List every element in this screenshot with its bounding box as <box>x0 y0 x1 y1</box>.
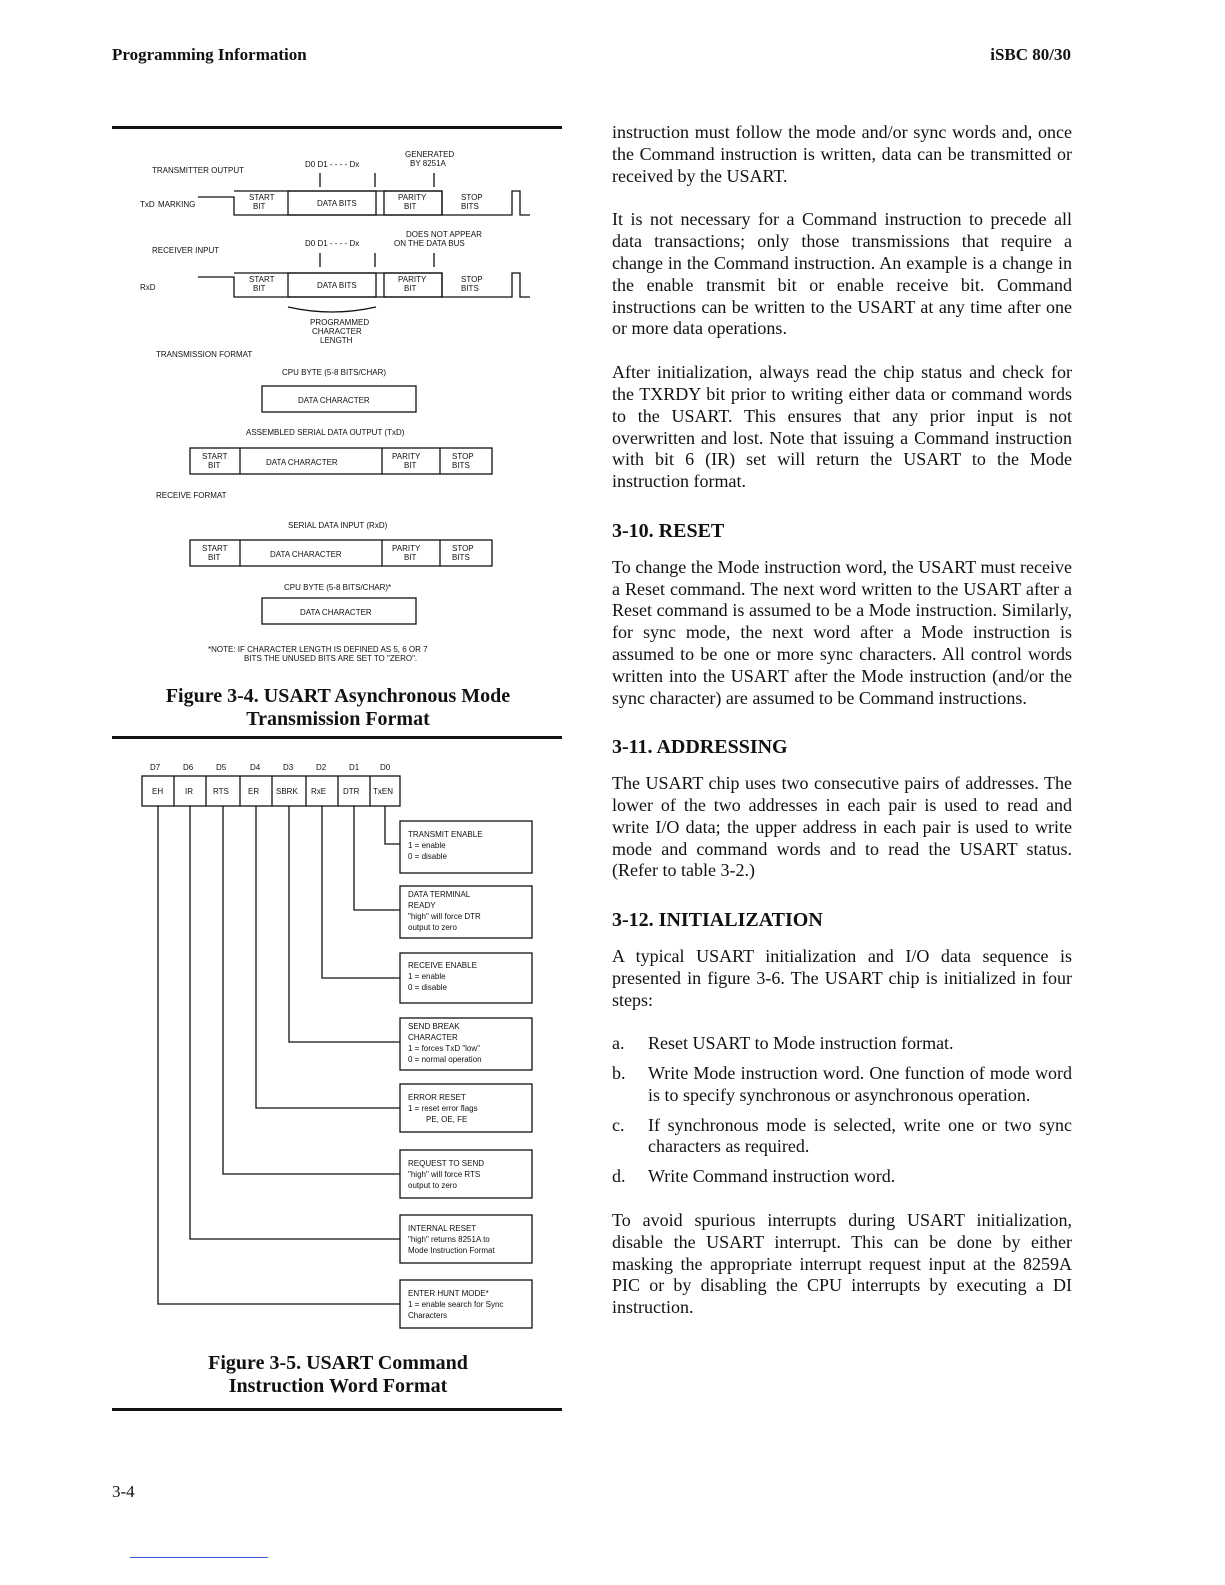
figure-3-4-caption-line2: Transmission Format <box>246 708 430 730</box>
desc-eh-2: Characters <box>408 1311 448 1320</box>
txf-stop-bits: BITS <box>452 461 470 470</box>
rxf-start-bit: BIT <box>208 553 221 562</box>
figure-3-4-caption-line1: Figure 3-4. USART Asynchronous Mode <box>165 685 511 707</box>
label-character: CHARACTER <box>312 327 362 336</box>
paragraph-not-necessary: It is not necessary for a Command instruction to precede all data transactions; only those transmissions that require a change in the Command instruction. An example is a change in the enable transmit bit or enable receive bit. Command instructions can be written to the USART at any time after one or more data operations. <box>612 209 1072 339</box>
desc-er-1: 1 = reset error flags <box>408 1104 478 1113</box>
paragraph-spurious-interrupts: To avoid spurious interrupts during USART initialization, disable the USART interrupt. This can be done by either masking the appropriate interrupt request input at the 8259A PIC or by disabling the CPU interrupts by executing a DI instruction. <box>612 1210 1072 1318</box>
txf-stop: STOP <box>452 452 474 461</box>
figure-3-5-diagram <box>112 748 564 1348</box>
desc-ir-0: INTERNAL RESET <box>408 1224 477 1233</box>
cell-rxe: RxE <box>311 787 327 796</box>
paragraph-initialization: A typical USART initialization and I/O data sequence is presented in figure 3-6. The USART chip is initialized in four steps: <box>612 945 1072 1010</box>
desc-dtr-0: DATA TERMINAL <box>408 890 471 899</box>
desc-rxe-0: RECEIVE ENABLE <box>408 961 477 970</box>
figure-3-4-diagram <box>112 135 564 665</box>
cell-ir: IR <box>185 787 193 796</box>
label-transmitter-output: TRANSMITTER OUTPUT <box>152 166 244 175</box>
label-receiver-input: RECEIVER INPUT <box>152 246 220 255</box>
desc-er-2: PE, OE, FE <box>426 1115 468 1124</box>
connector-er <box>256 806 400 1108</box>
rx-start-bit: BIT <box>253 284 266 293</box>
step-letter-b: b. <box>612 1063 626 1084</box>
page-number: 3-4 <box>112 1482 135 1501</box>
figure-3-5-caption-line1: Figure 3-5. USART Command <box>208 1352 468 1374</box>
paragraph-after-initialization: After initialization, always read the chip status and check for the TXRDY bit prior to writing either data or command words to the USART. This ensures that any prior input is not overwritten and lost. Note that issuing a Command instruction with bit 6 (IR) set will return the USART to the Mode instruction format. <box>612 362 1072 492</box>
rxf-parity-bit: BIT <box>404 553 417 562</box>
bit-label-d4: D4 <box>250 763 261 772</box>
rx-start: START <box>249 275 275 284</box>
txf-parity: PARITY <box>392 452 421 461</box>
rx-cpu-data-character: DATA CHARACTER <box>300 608 372 617</box>
label-assembled-serial: ASSEMBLED SERIAL DATA OUTPUT (TxD) <box>246 428 405 437</box>
cell-er: ER <box>248 787 260 796</box>
connector-dtr <box>354 806 400 910</box>
rx-data-bits: DATA BITS <box>317 281 357 290</box>
label-marking: MARKING <box>158 200 196 209</box>
step-text-a: Reset USART to Mode instruction format. <box>648 1033 954 1054</box>
figure-bottom-rule <box>112 1408 562 1411</box>
label-rxd: RxD <box>140 283 156 292</box>
desc-dtr-2: "high" will force DTR <box>408 912 481 921</box>
connector-txen <box>385 806 400 844</box>
label-by-8251a: BY 8251A <box>410 159 446 168</box>
heading-addressing: 3-11. ADDRESSING <box>612 736 788 759</box>
tx-serial-frame-box <box>190 448 492 474</box>
txf-parity-bit: BIT <box>404 461 417 470</box>
connector-rxe <box>322 806 400 978</box>
desc-er-0: ERROR RESET <box>408 1093 466 1102</box>
desc-txen-0: TRANSMIT ENABLE <box>408 830 483 839</box>
label-txd: TxD <box>140 200 155 209</box>
cell-dtr: DTR <box>343 787 360 796</box>
cell-sbrk: SBRK <box>276 787 298 796</box>
tx-stop: STOP <box>461 193 483 202</box>
footer-divider <box>130 1557 268 1558</box>
step-letter-c: c. <box>612 1114 625 1135</box>
right-column <box>612 122 1072 1341</box>
command-register-box <box>142 776 400 806</box>
label-d0dx-tx: D0 D1 - - - - Dx <box>305 160 360 169</box>
txf-start-bit: BIT <box>208 461 221 470</box>
bit-label-d5: D5 <box>216 763 227 772</box>
step-letter-a: a. <box>612 1033 625 1054</box>
rxf-parity: PARITY <box>392 544 421 553</box>
label-length: LENGTH <box>320 336 353 345</box>
label-on-the-data-bus: ON THE DATA BUS <box>394 239 465 248</box>
bit-label-d2: D2 <box>316 763 327 772</box>
label-receive-format: RECEIVE FORMAT <box>156 491 227 500</box>
tx-parity-bit: BIT <box>404 202 417 211</box>
desc-sbrk-1: CHARACTER <box>408 1033 458 1042</box>
list-item <box>612 1115 1072 1159</box>
desc-dtr-1: READY <box>408 901 436 910</box>
connector-sbrk <box>289 806 400 1042</box>
connector-eh <box>158 806 400 1304</box>
step-letter-d: d. <box>612 1166 626 1187</box>
bit-label-d7: D7 <box>150 763 161 772</box>
rx-parity-bit: BIT <box>404 284 417 293</box>
list-item <box>612 1166 1072 1188</box>
txf-data-character: DATA CHARACTER <box>266 458 338 467</box>
figure-3-5-caption-line2: Instruction Word Format <box>228 1375 448 1397</box>
label-cpu-byte-rx: CPU BYTE (5-8 BITS/CHAR)* <box>284 583 392 592</box>
cell-txen: TxEN <box>373 787 393 796</box>
step-text-c: If synchronous mode is selected, write one or two sync characters as required. <box>648 1114 1072 1157</box>
label-generated: GENERATED <box>405 150 455 159</box>
desc-sbrk-0: SEND BREAK <box>408 1022 460 1031</box>
paragraph-reset: To change the Mode instruction word, the USART must receive a Reset command. The next word written to the USART after a Reset command is assumed to be a Mode instruction. Similarly, for sync mode, the next word after a Mode instruction is assumed to be one or more sync characters. All control words written into the USART after the Mode instruction (and/or the sync character) are assumed to be Command instructions. <box>612 556 1072 708</box>
rxf-stop: STOP <box>452 544 474 553</box>
paragraph-addressing: The USART chip uses two consecutive pairs of addresses. The lower of the two addresses in each pair is used to read and write I/O data; the upper address in each pair is used to write mode and command words and to read the USART status. (Refer to table 3-2.) <box>612 773 1072 881</box>
tx-start: START <box>249 193 275 202</box>
rx-stop-bits: BITS <box>461 284 479 293</box>
desc-rts-0: REQUEST TO SEND <box>408 1159 485 1168</box>
note-line-2: BITS THE UNUSED BITS ARE SET TO "ZERO". <box>244 654 418 663</box>
running-header-right: iSBC 80/30 <box>990 45 1071 64</box>
bit-label-d3: D3 <box>283 763 294 772</box>
tx-stop-bits: BITS <box>461 202 479 211</box>
label-transmission-format: TRANSMISSION FORMAT <box>156 350 253 359</box>
bit-label-d6: D6 <box>183 763 194 772</box>
txf-start: START <box>202 452 228 461</box>
rxf-data-character: DATA CHARACTER <box>270 550 342 559</box>
heading-reset: 3-10. RESET <box>612 519 725 542</box>
label-does-not-appear: DOES NOT APPEAR <box>406 230 482 239</box>
cell-rts: RTS <box>213 787 229 796</box>
bit-label-d0: D0 <box>380 763 391 772</box>
desc-dtr-3: output to zero <box>408 923 457 932</box>
note-line-1: *NOTE: IF CHARACTER LENGTH IS DEFINED AS 5, 6 OR 7 <box>208 645 428 654</box>
label-programmed: PROGRAMMED <box>310 318 370 327</box>
desc-eh-0: ENTER HUNT MODE* <box>408 1289 489 1298</box>
desc-sbrk-3: 0 = normal operation <box>408 1055 482 1064</box>
desc-txen-1: 1 = enable <box>408 841 446 850</box>
desc-rts-2: output to zero <box>408 1181 457 1190</box>
bit-label-d1: D1 <box>349 763 360 772</box>
tx-start-bit: BIT <box>253 202 266 211</box>
step-text-b: Write Mode instruction word. One function of mode word is to specify synchronous or asynchronous operation. <box>648 1063 1072 1105</box>
desc-rxe-1: 1 = enable <box>408 972 446 981</box>
label-d0dx-rx: D0 D1 - - - - Dx <box>305 239 360 248</box>
desc-rxe-2: 0 = disable <box>408 983 447 992</box>
list-item <box>612 1063 1072 1107</box>
step-text-d: Write Command instruction word. <box>648 1166 896 1187</box>
desc-rts-1: "high" will force RTS <box>408 1170 481 1179</box>
label-serial-data-input: SERIAL DATA INPUT (RxD) <box>288 521 388 530</box>
list-item <box>612 1033 1072 1055</box>
tx-parity: PARITY <box>398 193 427 202</box>
tx-data-bits: DATA BITS <box>317 199 357 208</box>
figure-3-5-caption <box>112 1352 564 1398</box>
initialization-steps <box>612 1033 1072 1188</box>
tx-cpu-data-character: DATA CHARACTER <box>298 396 370 405</box>
figure-top-rule <box>112 126 562 129</box>
rxf-start: START <box>202 544 228 553</box>
figure-3-4-caption <box>112 685 564 731</box>
rx-parity: PARITY <box>398 275 427 284</box>
label-cpu-byte-tx: CPU BYTE (5-8 BITS/CHAR) <box>282 368 387 377</box>
desc-ir-1: "high" returns 8251A to <box>408 1235 490 1244</box>
cell-eh: EH <box>152 787 164 796</box>
desc-sbrk-2: 1 = forces TxD "low" <box>408 1044 480 1053</box>
desc-eh-1: 1 = enable search for Sync <box>408 1300 504 1309</box>
desc-ir-2: Mode Instruction Format <box>408 1246 495 1255</box>
connector-rts <box>223 806 400 1174</box>
rxf-stop-bits: BITS <box>452 553 470 562</box>
heading-initialization: 3-12. INITIALIZATION <box>612 909 823 932</box>
running-header-left: Programming Information <box>112 45 307 64</box>
rx-stop: STOP <box>461 275 483 284</box>
figure-separator-rule <box>112 736 562 739</box>
desc-txen-2: 0 = disable <box>408 852 447 861</box>
character-length-brace <box>288 307 376 312</box>
paragraph-command-follow: instruction must follow the mode and/or sync words and, once the Command instruction is written, data can be transmitted or received by the USART. <box>612 122 1072 186</box>
